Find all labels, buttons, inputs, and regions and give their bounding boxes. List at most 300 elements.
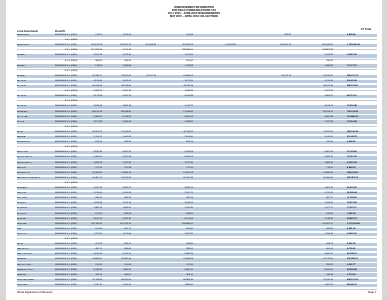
amount-cell: 9,601.03 <box>184 115 193 118</box>
amount-cell: 2,116.12 <box>93 136 102 138</box>
table-row <box>17 54 377 57</box>
fy-total-cell: 14,321.90 <box>347 202 357 205</box>
local-government-name: ALVIN <box>17 130 24 133</box>
amount-cell: 31,911.60 <box>323 130 333 133</box>
fy-total-cell: 25,481.72 <box>347 217 357 220</box>
table-row <box>17 177 377 180</box>
table-row <box>17 80 377 83</box>
amount-cell: 987.17 <box>326 197 333 200</box>
table-row <box>17 172 377 175</box>
amount-cell: 1,211.30 <box>93 232 102 235</box>
fy-total-cell: 8,341.55 <box>347 243 356 246</box>
fiscal-id: 36000000 <box>55 156 65 159</box>
amount-cell: 610.40 <box>326 212 333 215</box>
fiscal-id: 36000000 <box>55 258 65 261</box>
line-label: E & L (0001) <box>65 64 78 67</box>
local-government-name: ATLANTA <box>17 207 27 210</box>
amount-cell: 189,585.01 <box>182 49 193 52</box>
amount-cell: 1,150.00 <box>184 54 193 57</box>
amount-cell: 1,170.60 <box>122 232 131 235</box>
line-label: E & L (0001) <box>65 243 78 246</box>
amount-cell: 4,060.21 <box>324 95 333 98</box>
amount-cell: 3,401.33 <box>324 187 333 189</box>
table-row <box>17 95 377 98</box>
amount-cell: 1,114.93 <box>184 64 193 67</box>
table-row <box>17 34 377 37</box>
amount-cell: 31,660.08 <box>183 258 193 261</box>
local-government-name: ANDERSON <box>17 141 30 144</box>
line-label: E & L (0003) <box>65 146 78 149</box>
fiscal-id: 36000000 <box>55 34 65 36</box>
fiscal-id: 36000000 <box>55 197 65 200</box>
amount-cell: 311.70 <box>95 273 102 276</box>
local-government-name: BEASON <box>17 273 27 276</box>
amount-cell: 51,190.93 <box>121 176 131 179</box>
amount-cell: 3,124.02 <box>324 105 333 108</box>
amount-cell: 8,110.92 <box>93 268 102 271</box>
line-label: E & L (0001) <box>65 54 78 57</box>
line-label: E & L (0001) <box>65 105 78 108</box>
amount-cell: 309.11 <box>186 273 193 276</box>
fy-total-cell: 625,381.15 <box>347 176 358 179</box>
amount-cell: 811.09 <box>326 141 333 144</box>
amount-cell: 130,000.75 <box>280 44 291 47</box>
fy-total-cell: 88,140.33 <box>347 283 357 286</box>
local-government-name: AUBURN <box>17 217 27 220</box>
amount-cell: 780.03 <box>124 141 131 144</box>
amount-cell: 2,212.20 <box>324 192 333 195</box>
amount-cell: 4,801.55 <box>324 151 333 154</box>
local-government-name: BARTONVILLE <box>17 253 32 256</box>
amount-cell: 134,867.89 <box>322 49 333 52</box>
line-label: E & L (0003) <box>65 238 78 240</box>
amount-cell: 4,810.38 <box>93 151 102 154</box>
local-government-header: Local Government <box>17 30 38 33</box>
line-label: E & L (0001) <box>65 176 78 179</box>
amount-cell: 20,190.00 <box>323 74 333 77</box>
amount-cell: 594.50 <box>124 59 131 62</box>
local-government-name: ASHLAND <box>17 187 28 189</box>
local-government-name: ALMAGRO <box>17 110 28 113</box>
amount-cell: 3,302.70 <box>122 187 131 189</box>
line-label: E & L (0003) <box>65 181 78 184</box>
local-government-name: ARLINGTON HEIGHTS <box>17 176 41 179</box>
fiscal-id: 36000000 <box>55 176 65 179</box>
fy-total-cell: 23,610.38 <box>347 161 357 164</box>
amount-cell: 9,502.99 <box>324 115 333 118</box>
line-label: E & L (0001) <box>65 268 78 271</box>
amount-cell: 402.11 <box>95 248 102 251</box>
local-government-name: ALBANY <box>17 64 26 67</box>
local-government-name: ALTON <box>17 120 25 123</box>
amount-cell: 2,109.01 <box>324 136 333 138</box>
fiscal-id: 36000000 <box>55 207 65 210</box>
amount-cell: 1,440.61 <box>122 207 131 210</box>
amount-cell: 8,060.41 <box>184 268 193 271</box>
amount-cell: 5,580.33 <box>184 253 193 256</box>
amount-cell: 2,132.50 <box>122 54 131 57</box>
amount-cell: 1,122.05 <box>184 79 193 82</box>
amount-cell: 1,203.48 <box>93 202 102 205</box>
line-label: E & L (0003) <box>65 49 78 52</box>
amount-cell: 702.48 <box>124 166 131 169</box>
table-row <box>17 197 377 200</box>
amount-cell: 1,068.59 <box>324 64 333 67</box>
line-label: E & L (0001) <box>65 151 78 154</box>
fiscal-id: 36000000 <box>55 54 65 57</box>
local-government-name: ARGYLE <box>17 166 26 169</box>
amount-cell: 46,102.30 <box>323 85 333 87</box>
fiscal-id: 36000000 <box>55 151 65 154</box>
line-label: E & L (0001) <box>65 74 78 77</box>
line-label: E & L (0001) <box>65 202 78 205</box>
amount-cell: 2,168.32 <box>324 54 333 57</box>
amount-cell: 4,134.68 <box>184 95 193 98</box>
table-row <box>17 223 377 226</box>
table-row <box>17 162 377 165</box>
table-row <box>17 218 377 221</box>
amount-cell: 2,131.06 <box>184 217 193 220</box>
amount-cell: 68,153.18 <box>92 110 102 113</box>
fiscal-id: 36000000 <box>55 222 65 225</box>
fiscal-id: 36000000 <box>55 79 65 82</box>
amount-cell: 181,962.33 <box>182 44 193 47</box>
fy-total-cell: 6,081.03 <box>347 227 356 230</box>
table-row <box>17 111 377 114</box>
fiscal-id: 36000000 <box>55 243 65 246</box>
amount-cell: 990.41 <box>95 197 102 200</box>
amount-cell: 2,140.76 <box>93 217 102 220</box>
fiscal-id: 36000000 <box>55 187 65 189</box>
fy-total-cell: 380,141.24 <box>347 130 358 133</box>
report-disbursement-period: JULY 2015 – JUNE 2016 DISBURSEMENTS <box>167 12 221 15</box>
table-row <box>17 258 377 261</box>
local-government-name: ASHTON <box>17 192 27 195</box>
fiscal-id: 36000000 <box>55 74 65 77</box>
table-row <box>17 233 377 236</box>
local-government-name: ARLINGTON <box>17 171 30 174</box>
amount-cell: 207.96 <box>186 263 193 266</box>
amount-cell: 2,000.33 <box>122 90 131 93</box>
report-title: DISBURSEMENT INFORMATION <box>174 6 214 9</box>
amount-cell: 106.48 <box>186 34 193 36</box>
amount-cell: 505.40 <box>186 227 193 230</box>
table-row <box>17 238 377 241</box>
amount-cell: 14,110.60 <box>92 171 102 174</box>
amount-cell: 1,909.86 <box>184 90 193 93</box>
line-label: E & L (0001) <box>65 253 78 256</box>
amount-cell: 3,180.04 <box>93 105 102 108</box>
amount-cell: 589.06 <box>95 59 102 62</box>
amount-cell: 1,098.60 <box>184 120 193 123</box>
fiscal-id: 36000000 <box>55 44 65 47</box>
fiscal-id: 36000000 <box>55 263 65 266</box>
fiscal-id: 36000000 <box>55 120 65 123</box>
amount-cell: 1,470.30 <box>184 207 193 210</box>
amount-cell: 52,401.11 <box>92 176 102 179</box>
local-government-name: ABERDEEN <box>17 44 30 47</box>
table-row <box>17 269 377 272</box>
fy-total-cell: 13,171.31 <box>347 64 357 67</box>
amount-cell: 7,904.31 <box>122 268 131 271</box>
amount-cell: 6,290.04 <box>184 156 193 159</box>
amount-cell: 66,188.50 <box>121 110 131 113</box>
amount-cell: 167,323.56 <box>91 49 102 52</box>
table-row <box>17 90 377 93</box>
local-government-name: AVON <box>17 243 24 246</box>
amount-cell: 389.60 <box>124 248 131 251</box>
row-divider <box>17 289 377 290</box>
fy-total-cell: 834,117.62 <box>347 278 358 281</box>
amount-cell: 64,114.70 <box>323 110 333 113</box>
amount-cell: 1,977.81 <box>184 161 193 164</box>
table-row <box>17 156 377 159</box>
table-row <box>17 70 377 73</box>
amount-cell: 310.96 <box>326 273 333 276</box>
table-row <box>17 126 377 129</box>
fiscal-id: 36000000 <box>55 217 65 220</box>
amount-cell: 812.33 <box>95 141 102 144</box>
local-government-name: AVISTON <box>17 232 27 235</box>
amount-cell: 1,200.81 <box>324 202 333 205</box>
fy-total-cell: 2,450.46 <box>347 34 356 36</box>
table-row <box>17 60 377 63</box>
fiscal-id: 36000000 <box>55 95 65 98</box>
amount-cell: 719.91 <box>326 166 333 169</box>
fy-total-cell: 2,501.77 <box>347 263 356 266</box>
amount-cell: 52,110.48 <box>183 176 193 179</box>
table-row <box>17 264 377 267</box>
fy-total-cell: 25,149.78 <box>347 136 357 138</box>
amount-cell: 2,138.60 <box>324 217 333 220</box>
amount-cell: 21,860.03 <box>183 74 193 77</box>
local-government-name: BATAVIA <box>17 258 26 261</box>
fy-total-cell: 17,621.11 <box>347 207 357 210</box>
fy-total-cell: 48,711.91 <box>347 95 357 98</box>
amount-cell: 1,985.40 <box>324 161 333 164</box>
amount-cell: 718.20 <box>95 34 102 36</box>
amount-cell: 32,301.41 <box>92 130 102 133</box>
amount-cell: 24,021.81 <box>121 74 131 77</box>
amount-cell: 801.15 <box>186 141 193 144</box>
table-row <box>17 279 377 282</box>
line-label: E & L (0001) <box>65 263 78 266</box>
line-label: E & L (0001) <box>65 232 78 235</box>
amount-cell: 1,208.44 <box>324 232 333 235</box>
fy-total-cell: 50,341.08 <box>347 79 357 82</box>
fiscal-id: 36000000 <box>55 130 65 133</box>
line-label: E & L (0001) <box>65 197 78 200</box>
amount-cell: 1,196.02 <box>184 202 193 205</box>
local-government-name: BEECHER <box>17 283 28 286</box>
amount-cell: 23,117.19 <box>146 74 156 77</box>
fiscal-id: 36000000 <box>55 85 65 87</box>
amount-cell: 311,002.11 <box>322 222 333 225</box>
amount-cell: 2,218.06 <box>93 192 102 195</box>
fiscal-id: 36000000 <box>55 105 65 108</box>
local-government-name: ANDOVER <box>17 151 28 154</box>
fiscal-id: 36000000 <box>55 161 65 164</box>
amount-cell: 596.48 <box>124 212 131 215</box>
amount-cell: 5,610.04 <box>93 253 102 256</box>
line-label: E & L (0001) <box>65 141 78 144</box>
line-label: E & L (0001) <box>65 187 78 189</box>
amount-cell: 31,770.00 <box>323 258 333 261</box>
fy-total-cell: 168,119.41 <box>347 171 358 174</box>
fiscal-id: 36000000 <box>55 136 65 138</box>
local-government-name: BARTELSO <box>17 248 29 251</box>
local-government-name: BATCHTOWN <box>17 263 31 266</box>
local-government-name: AURORA <box>17 222 27 225</box>
amount-cell: 1,121.98 <box>93 120 102 123</box>
fy-total-cell: 11,790.56 <box>347 197 357 200</box>
local-government-name: ASTORIA <box>17 197 27 200</box>
line-label: E & L (0001) <box>65 283 78 286</box>
amount-cell: 2,021.06 <box>324 90 333 93</box>
fy-total-cell: 14,410.18 <box>347 232 357 235</box>
line-label: E & L (0001) <box>65 130 78 133</box>
amount-cell: 71,040.60 <box>183 110 193 113</box>
fiscal-id: 36000000 <box>55 283 65 286</box>
amount-cell: 2,081.30 <box>122 217 131 220</box>
amount-cell: 2,131.43 <box>122 49 131 52</box>
line-label: E & L (0001) <box>65 110 78 113</box>
amount-cell: 128.58 <box>95 64 102 67</box>
line-label: E & L (0001) <box>65 222 78 225</box>
amount-cell: 2,008.51 <box>93 90 102 93</box>
amount-cell: 1,063.43 <box>122 120 131 123</box>
line-label: E & L (0001) <box>65 217 78 220</box>
amount-cell: 24,173.70 <box>281 74 291 77</box>
fy-total-cell: 96,520.48 <box>347 268 357 271</box>
local-government-name: ATWOOD <box>17 212 27 215</box>
table-row <box>17 182 377 185</box>
amount-cell: 401.06 <box>326 248 333 251</box>
amount-cell: 5,600.21 <box>324 253 333 256</box>
amount-cell: 22,490.01 <box>92 74 102 77</box>
amount-cell: 13,880.14 <box>121 171 131 174</box>
table-row <box>17 146 377 149</box>
amount-cell: 70,114.08 <box>92 278 102 281</box>
table-row <box>17 207 377 210</box>
line-label: E & L (0003) <box>65 125 78 128</box>
table-row <box>17 253 377 256</box>
amount-cell: 6,201.48 <box>122 156 131 159</box>
table-row <box>17 44 377 47</box>
table-row <box>17 284 377 287</box>
amount-cell: 590.03 <box>326 59 333 62</box>
line-label: E & L (0001) <box>65 192 78 195</box>
table-row <box>17 85 377 88</box>
fy-total-cell: 66,740.10 <box>347 253 357 256</box>
fiscal-id: 36000000 <box>55 253 65 256</box>
amount-cell: 1,990.04 <box>93 161 102 164</box>
fiscal-id: 36000000 <box>55 171 65 174</box>
amount-cell: 6,340.11 <box>93 156 102 159</box>
amount-cell: 1,170.12 <box>122 202 131 205</box>
line-label: E & L (0003) <box>65 90 78 93</box>
line-label: E & L (0001) <box>65 227 78 230</box>
fiscal-id: 36000000 <box>55 141 65 144</box>
fiscal-id: 36000000 <box>55 227 65 230</box>
table-row <box>17 243 377 246</box>
fy-total-cell: 792,114.38 <box>347 110 358 113</box>
amount-cell: 963.70 <box>124 197 131 200</box>
local-government-name: BEARDSTOWN <box>17 268 33 271</box>
amount-cell: 612.03 <box>95 212 102 215</box>
amount-cell: 9,460.07 <box>93 115 102 118</box>
amount-cell: 301,224.10 <box>120 222 131 225</box>
amount-cell: 43,116.16 <box>183 85 193 87</box>
line-label: E & L (0001) <box>65 136 78 138</box>
amount-cell: 2,106.60 <box>184 136 193 138</box>
amount-cell: 68,201.66 <box>121 278 131 281</box>
report-collection-period: MAY 2015 – APRIL 2016 COLLECTIONS <box>169 15 219 18</box>
amount-cell: 3,060.18 <box>122 105 131 108</box>
amount-cell: 30,990.40 <box>121 258 131 261</box>
line-label: E & L (0001) <box>65 156 78 159</box>
amount-cell: 32,110.93 <box>183 130 193 133</box>
amount-cell: 2,180.19 <box>93 54 102 57</box>
amount-cell: 201.08 <box>124 263 131 266</box>
amount-cell: 283.90 <box>284 34 291 36</box>
amount-cell: 1,117.96 <box>324 120 333 123</box>
line-label: E & L (0001) <box>65 278 78 281</box>
amount-cell: 1,480.10 <box>93 207 102 210</box>
table-row <box>17 39 377 42</box>
fy-total-cell: 26,380.04 <box>347 192 357 195</box>
amount-cell: 1,912.20 <box>122 161 131 164</box>
amount-cell: 3,389.14 <box>184 187 193 189</box>
amount-cell: 3,112.22 <box>184 105 193 108</box>
table-row <box>17 131 377 134</box>
line-label: E & L (0003) <box>65 39 78 42</box>
amount-cell: 31,014.60 <box>121 130 131 133</box>
report-page <box>6 0 382 300</box>
amount-cell: 4,011.76 <box>122 95 131 98</box>
line-label: E & L (0001) <box>65 273 78 276</box>
amount-cell: 4,174.38 <box>93 95 102 98</box>
local-government-name: ALLISON <box>17 79 27 82</box>
table-row <box>17 49 377 52</box>
local-government-name: ALTOONA <box>17 115 28 118</box>
line-label: E & L (0001) <box>65 120 78 123</box>
amount-cell: 31,804.61 <box>92 258 102 261</box>
table-row <box>17 75 377 78</box>
amount-cell: 14,090.35 <box>323 171 333 174</box>
footer-agency: Illinois Department of Revenue <box>17 291 53 294</box>
table-row <box>17 136 377 139</box>
line-label: E & L (0001) <box>65 95 78 98</box>
line-label: E & L (0003) <box>65 100 78 103</box>
local-government-name: ALLISON <box>17 85 27 87</box>
amount-cell: 491.17 <box>124 227 131 230</box>
fiscal-id: 36000000 <box>55 232 65 235</box>
table-row <box>17 274 377 277</box>
fy-total-cell: 285,017.12 <box>347 74 358 77</box>
amount-cell: 124,812.86 <box>225 44 236 47</box>
amount-cell: 721.16 <box>95 166 102 169</box>
amount-cell: 144,411.70 <box>120 44 131 47</box>
amount-cell: 2,041.89 <box>122 136 131 138</box>
local-government-name: APPLE VALLEY <box>17 156 33 159</box>
fy-total-cell: 14,811.08 <box>347 54 357 57</box>
footer-page-number: Page 1 <box>367 291 376 294</box>
report-subtitle: FOR FIELD COMMUNICATIONS TAX <box>171 9 217 12</box>
amount-cell: 312,110.43 <box>91 222 102 225</box>
table-row <box>17 65 377 68</box>
fy-total-cell: 8,560.12 <box>347 166 356 169</box>
